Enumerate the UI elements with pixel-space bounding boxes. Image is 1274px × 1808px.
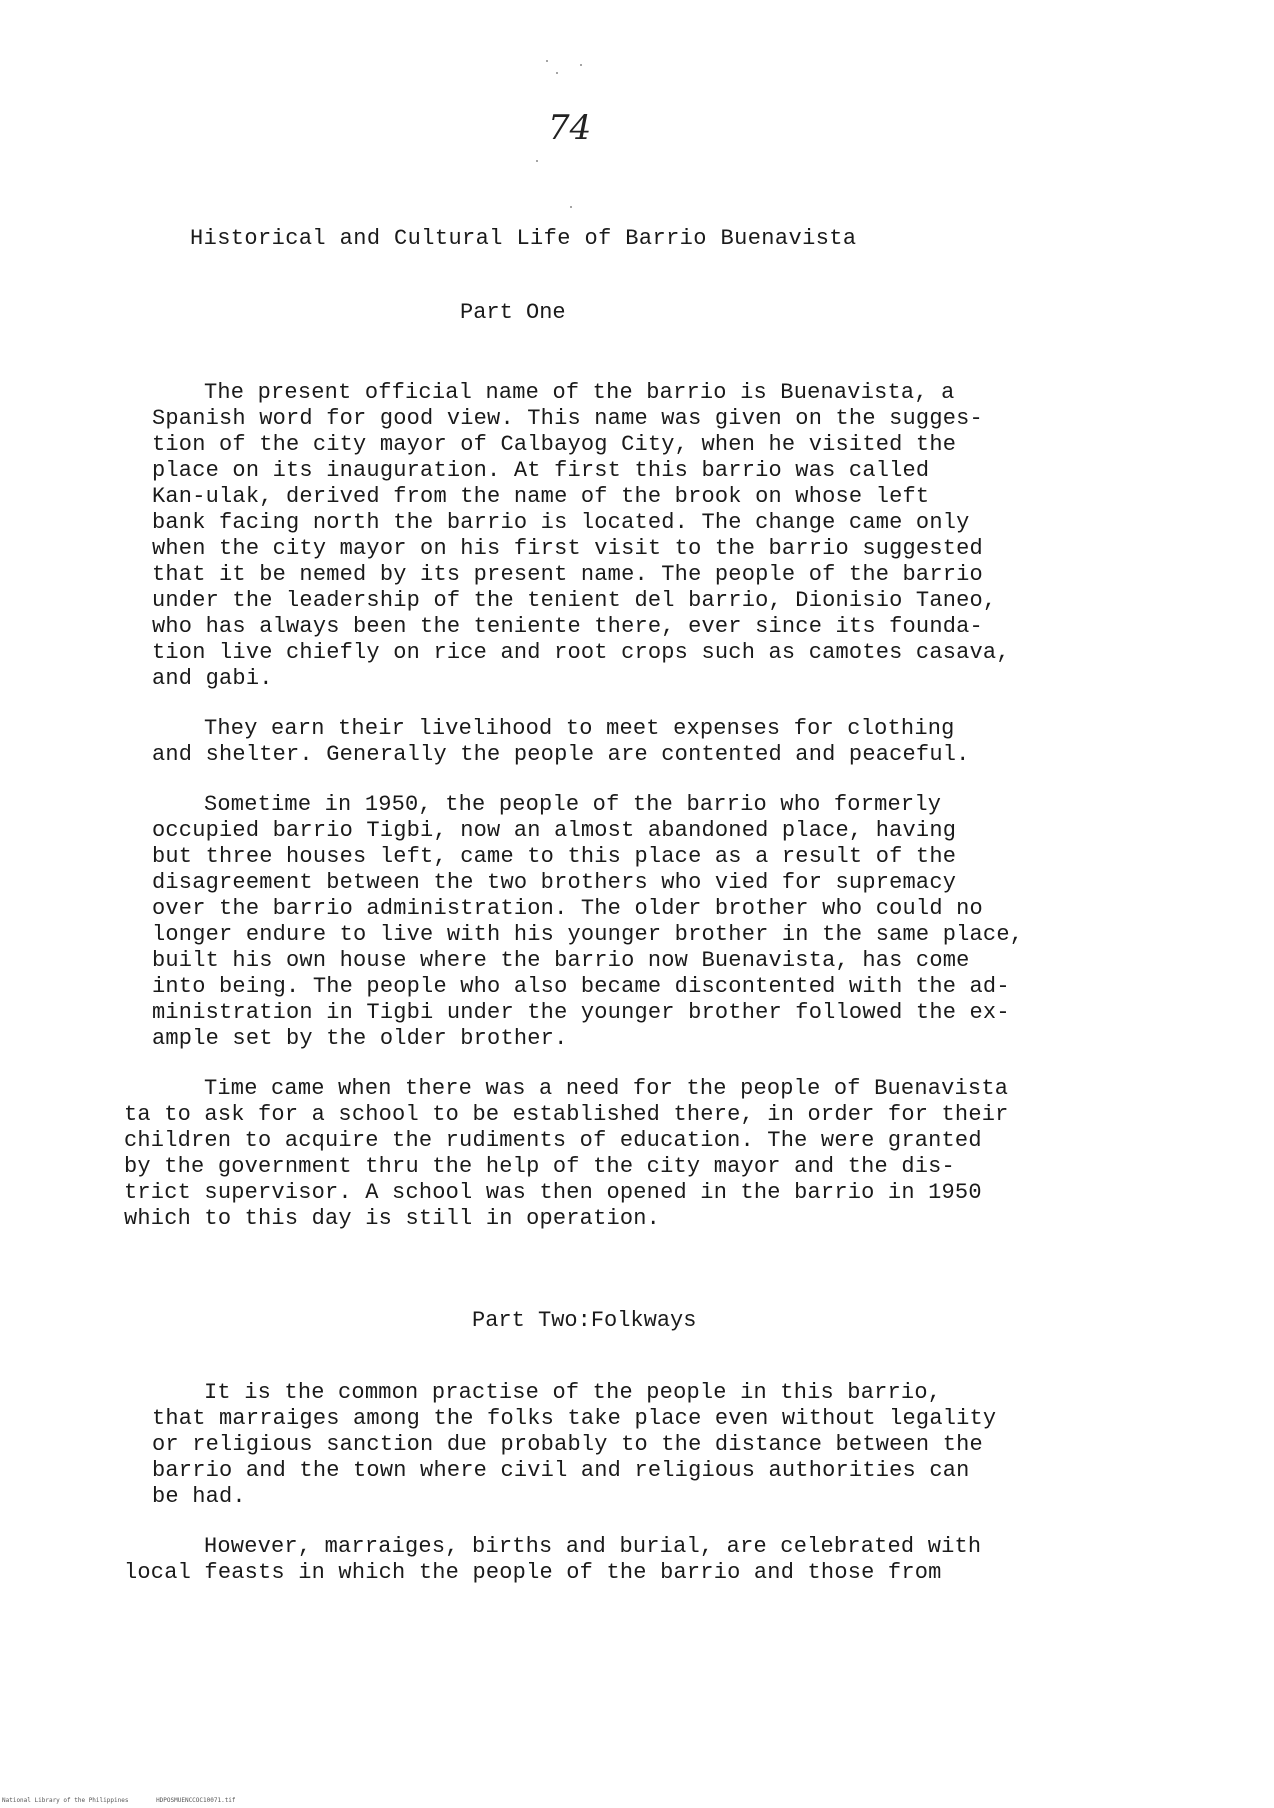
text-line: trict supervisor. A school was then opened in the barrio in 1950: [124, 1180, 982, 1205]
text-line: Sometime in 1950, the people of the barrio who formerly: [204, 792, 942, 817]
text-line: bank facing north the barrio is located. The change came only: [152, 510, 970, 535]
text-line: occupied barrio Tigbi, now an almost abandoned place, having: [152, 818, 957, 843]
text-line: built his own house where the barrio now Buenavista, has come: [152, 948, 970, 973]
text-line: be had.: [152, 1484, 246, 1509]
text-line: when the city mayor on his first visit to the barrio suggested: [152, 536, 983, 561]
text-line: disagreement between the two brothers who vied for supremacy: [152, 870, 957, 895]
text-line: ministration in Tigbi under the younger brother followed the ex-: [152, 1000, 1010, 1025]
document-title: Historical and Cultural Life of Barrio Buenavista: [190, 226, 857, 251]
scan-speck: [570, 206, 572, 208]
scan-speck: [536, 160, 538, 162]
text-line: It is the common practise of the people in this barrio,: [204, 1380, 942, 1405]
text-line: but three houses left, came to this place as a result of the: [152, 844, 957, 869]
part-one-heading: Part One: [460, 300, 566, 325]
text-line: However, marraiges, births and burial, are celebrated with: [204, 1534, 982, 1559]
text-line: and gabi.: [152, 666, 273, 691]
text-line: who has always been the teniente there, ever since its founda-: [152, 614, 983, 639]
text-line: over the barrio administration. The older brother who could no: [152, 896, 983, 921]
scan-speck: [556, 72, 558, 74]
text-line: and shelter. Generally the people are contented and peaceful.: [152, 742, 970, 767]
text-line: place on its inauguration. At first this barrio was called: [152, 458, 930, 483]
text-line: tion of the city mayor of Calbayog City, when he visited the: [152, 432, 957, 457]
text-line: tion live chiefly on rice and root crops such as camotes casava,: [152, 640, 1010, 665]
text-line: into being. The people who also became discontented with the ad-: [152, 974, 1010, 999]
text-line: ta to ask for a school to be established there, in order for their: [124, 1102, 1009, 1127]
text-line: ample set by the older brother.: [152, 1026, 568, 1051]
text-line: under the leadership of the tenient del barrio, Dionisio Taneo,: [152, 588, 997, 613]
text-line: Time came when there was a need for the people of Buenavista: [204, 1076, 1009, 1101]
text-line: longer endure to live with his younger brother in the same place,: [152, 922, 1024, 947]
scan-speck: [546, 60, 548, 62]
scan-speck: [580, 64, 582, 66]
text-line: Kan-ulak, derived from the name of the brook on whose left: [152, 484, 930, 509]
footer-file-id: HDPOSMUENCCOC10071.tif: [156, 1797, 236, 1804]
text-line: children to acquire the rudiments of education. The were granted: [124, 1128, 982, 1153]
text-line: that it be nemed by its present name. The people of the barrio: [152, 562, 983, 587]
text-line: by the government thru the help of the city mayor and the dis-: [124, 1154, 955, 1179]
footer-library: National Library of the Philippines: [2, 1797, 129, 1804]
text-line: They earn their livelihood to meet expenses for clothing: [204, 716, 955, 741]
text-line: barrio and the town where civil and religious authorities can: [152, 1458, 970, 1483]
text-line: local feasts in which the people of the barrio and those from: [124, 1560, 942, 1585]
text-line: which to this day is still in operation.: [124, 1206, 661, 1231]
page-number: 74: [548, 108, 592, 148]
part-two-heading: Part Two:Folkways: [472, 1308, 697, 1333]
text-line: The present official name of the barrio is Buenavista, a: [204, 380, 955, 405]
text-line: or religious sanction due probably to the distance between the: [152, 1432, 983, 1457]
text-line: that marraiges among the folks take place even without legality: [152, 1406, 997, 1431]
scan-footer: [2, 1797, 260, 1804]
text-line: Spanish word for good view. This name was given on the sugges-: [152, 406, 983, 431]
